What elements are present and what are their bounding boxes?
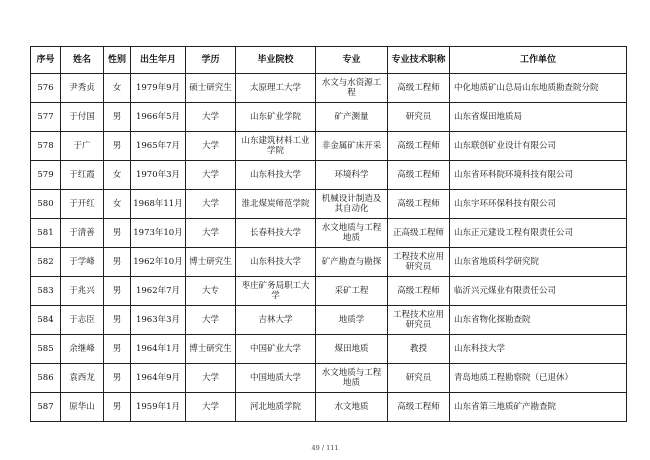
- cell-school: 中国矿业大学: [236, 335, 316, 364]
- cell-major: 机械设计制造及其自动化: [316, 190, 388, 219]
- cell-title: 工程技术应用研究员: [388, 248, 450, 277]
- cell-school: 枣庄矿务局职工大学: [236, 277, 316, 306]
- cell-major: 地质学: [316, 306, 388, 335]
- cell-major: 环境科学: [316, 161, 388, 190]
- cell-school: 山东建筑材料工业学院: [236, 132, 316, 161]
- cell-gender: 男: [104, 277, 131, 306]
- cell-seq: 576: [31, 74, 61, 103]
- cell-birth: 1968年11月: [131, 190, 186, 219]
- cell-name: 于清善: [61, 219, 104, 248]
- cell-seq: 585: [31, 335, 61, 364]
- cell-gender: 男: [104, 306, 131, 335]
- cell-gender: 女: [104, 161, 131, 190]
- cell-gender: 男: [104, 103, 131, 132]
- cell-title: 高级工程师: [388, 393, 450, 422]
- cell-name: 于红霞: [61, 161, 104, 190]
- cell-title: 教授: [388, 335, 450, 364]
- table-row: [31, 248, 627, 277]
- cell-major: 水文地质: [316, 393, 388, 422]
- cell-employer: 青岛地质工程勘察院（已退休）: [450, 364, 627, 393]
- cell-title: 研究员: [388, 364, 450, 393]
- cell-birth: 1966年5月: [131, 103, 186, 132]
- cell-education: 大学: [186, 132, 236, 161]
- cell-employer: 山东宇环环保科技有限公司: [450, 190, 627, 219]
- cell-name: 于付国: [61, 103, 104, 132]
- cell-education: 大专: [186, 277, 236, 306]
- page-number: 49 / 111: [311, 444, 339, 452]
- cell-title: 高级工程师: [388, 132, 450, 161]
- cell-title: 高级工程师: [388, 161, 450, 190]
- cell-gender: 男: [104, 364, 131, 393]
- cell-name: 于兆兴: [61, 277, 104, 306]
- cell-seq: 578: [31, 132, 61, 161]
- table-row: [31, 190, 627, 219]
- cell-birth: 1973年10月: [131, 219, 186, 248]
- cell-school: 山东科技大学: [236, 161, 316, 190]
- cell-gender: 男: [104, 248, 131, 277]
- cell-name: 袁西龙: [61, 364, 104, 393]
- cell-birth: 1962年7月: [131, 277, 186, 306]
- cell-employer: 山东科技大学: [450, 335, 627, 364]
- cell-name: 余继峰: [61, 335, 104, 364]
- cell-gender: 女: [104, 190, 131, 219]
- table-row: [31, 219, 627, 248]
- cell-employer: 山东省地质科学研究院: [450, 248, 627, 277]
- header-education: 学历: [186, 47, 236, 74]
- cell-education: 硕士研究生: [186, 74, 236, 103]
- cell-employer: 山东正元建设工程有限责任公司: [450, 219, 627, 248]
- table-body: [31, 74, 627, 422]
- table-row: [31, 306, 627, 335]
- cell-school: 中国地质大学: [236, 364, 316, 393]
- cell-education: 博士研究生: [186, 335, 236, 364]
- cell-birth: 1964年9月: [131, 364, 186, 393]
- cell-education: 大学: [186, 219, 236, 248]
- cell-title: 高级工程师: [388, 190, 450, 219]
- header-seq: 序号: [31, 47, 61, 74]
- cell-education: 大学: [186, 190, 236, 219]
- cell-school: 长春科技大学: [236, 219, 316, 248]
- cell-name: 原华山: [61, 393, 104, 422]
- cell-birth: 1979年9月: [131, 74, 186, 103]
- cell-employer: 山东省环科院环境科技有限公司: [450, 161, 627, 190]
- cell-name: 于志臣: [61, 306, 104, 335]
- cell-gender: 女: [104, 74, 131, 103]
- cell-seq: 587: [31, 393, 61, 422]
- cell-seq: 584: [31, 306, 61, 335]
- table-row: [31, 132, 627, 161]
- header-row: [31, 47, 627, 74]
- cell-school: 吉林大学: [236, 306, 316, 335]
- cell-seq: 586: [31, 364, 61, 393]
- cell-major: 采矿工程: [316, 277, 388, 306]
- cell-name: 于广: [61, 132, 104, 161]
- header-name: 姓名: [61, 47, 104, 74]
- cell-name: 于学峰: [61, 248, 104, 277]
- cell-seq: 577: [31, 103, 61, 132]
- cell-school: 山东科技大学: [236, 248, 316, 277]
- cell-major: 水文地质与工程地质: [316, 364, 388, 393]
- header-school: 毕业院校: [236, 47, 316, 74]
- cell-seq: 582: [31, 248, 61, 277]
- cell-gender: 男: [104, 335, 131, 364]
- cell-major: 非金属矿床开采: [316, 132, 388, 161]
- cell-name: 于开红: [61, 190, 104, 219]
- cell-education: 大学: [186, 103, 236, 132]
- cell-birth: 1964年1月: [131, 335, 186, 364]
- cell-school: 山东矿业学院: [236, 103, 316, 132]
- cell-seq: 580: [31, 190, 61, 219]
- table-row: [31, 364, 627, 393]
- cell-title: 高级工程师: [388, 277, 450, 306]
- cell-birth: 1959年1月: [131, 393, 186, 422]
- cell-birth: 1970年3月: [131, 161, 186, 190]
- cell-major: 煤田地质: [316, 335, 388, 364]
- cell-education: 博士研究生: [186, 248, 236, 277]
- header-gender: 性别: [104, 47, 131, 74]
- cell-employer: 山东省物化探勘查院: [450, 306, 627, 335]
- header-birth: 出生年月: [131, 47, 186, 74]
- cell-title: 高级工程师: [388, 74, 450, 103]
- cell-major: 矿产测量: [316, 103, 388, 132]
- cell-school: 太原理工大学: [236, 74, 316, 103]
- cell-seq: 583: [31, 277, 61, 306]
- cell-gender: 男: [104, 393, 131, 422]
- cell-title: 正高级工程师: [388, 219, 450, 248]
- header-major: 专业: [316, 47, 388, 74]
- table-row: [31, 277, 627, 306]
- cell-employer: 中化地质矿山总局山东地质勘查院分院: [450, 74, 627, 103]
- table-row: [31, 393, 627, 422]
- table-header: [31, 47, 627, 74]
- table-row: [31, 103, 627, 132]
- cell-birth: 1965年7月: [131, 132, 186, 161]
- cell-title: 工程技术应用研究员: [388, 306, 450, 335]
- cell-major: 水文地质与工程地质: [316, 219, 388, 248]
- cell-employer: 山东联创矿业设计有限公司: [450, 132, 627, 161]
- cell-school: 河北地质学院: [236, 393, 316, 422]
- cell-employer: 山东省第三地质矿产勘查院: [450, 393, 627, 422]
- cell-school: 淮北煤炭师范学院: [236, 190, 316, 219]
- cell-education: 大学: [186, 364, 236, 393]
- cell-seq: 579: [31, 161, 61, 190]
- cell-education: 大学: [186, 161, 236, 190]
- cell-title: 研究员: [388, 103, 450, 132]
- table-row: [31, 335, 627, 364]
- cell-employer: 山东省煤田地质局: [450, 103, 627, 132]
- cell-birth: 1963年3月: [131, 306, 186, 335]
- table-row: [31, 161, 627, 190]
- cell-gender: 男: [104, 132, 131, 161]
- cell-gender: 男: [104, 219, 131, 248]
- table-row: [31, 74, 627, 103]
- cell-education: 大学: [186, 306, 236, 335]
- cell-major: 矿产勘查与勘探: [316, 248, 388, 277]
- personnel-table: [30, 46, 627, 422]
- cell-employer: 临沂兴元煤业有限责任公司: [450, 277, 627, 306]
- cell-education: 大学: [186, 393, 236, 422]
- cell-birth: 1962年10月: [131, 248, 186, 277]
- cell-seq: 581: [31, 219, 61, 248]
- header-title: 专业技术职称: [388, 47, 450, 74]
- cell-major: 水文与水资源工程: [316, 74, 388, 103]
- cell-name: 尹秀贞: [61, 74, 104, 103]
- header-employer: 工作单位: [450, 47, 627, 74]
